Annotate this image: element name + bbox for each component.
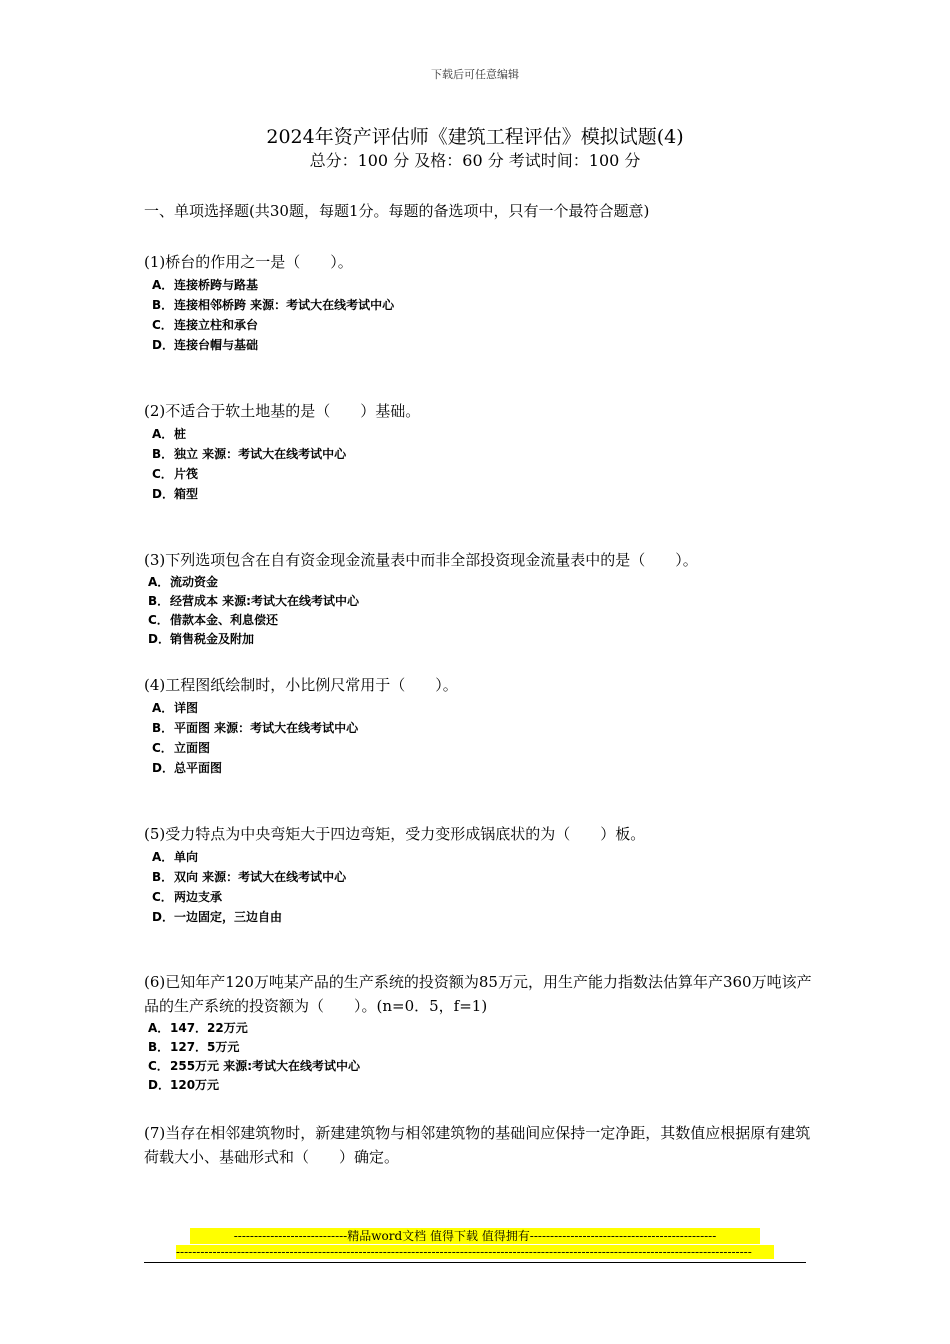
option-letter: A． [152,701,174,715]
question-stem: (3)下列选项包含在自有资金现金流量表中而非全部投资现金流量表中的是（ ）。 [144,551,698,569]
option-letter: A． [148,575,170,589]
option-letter: C． [148,613,169,627]
option-c [144,315,812,335]
section-heading: 一、单项选择题(共30题，每题1分。每题的备选项中，只有一个最符合题意) [144,202,650,220]
option-text: 桩 [174,427,187,441]
option-text: 一边固定，三边自由 [174,910,283,924]
option-c [144,464,812,484]
option-text: 总平面图 [174,761,223,775]
option-letter: D． [152,761,174,775]
option-d [144,907,812,927]
option-letter: B． [148,594,170,608]
option-c [144,738,812,758]
option-text: 连接桥跨与路基 [174,278,259,292]
option-b [144,718,812,738]
option-d [144,335,812,355]
option-a [144,424,812,444]
option-text: 147．22万元 [170,1021,248,1035]
option-d [144,630,812,649]
option-a [144,847,812,867]
question-5 [144,822,812,927]
option-text: 经营成本 来源:考试大在线考试中心 [170,594,359,608]
option-b [144,295,812,315]
option-list [144,847,812,927]
option-list [144,1019,812,1095]
option-c [144,1057,812,1076]
option-a [144,1019,812,1038]
question-7 [144,1121,812,1169]
option-letter: A． [152,278,174,292]
exam-meta: 总分：100 分 及格：60 分 考试时间：100 分 [309,151,641,170]
document-title: 2024年资产评估师《建筑工程评估》模拟试题(4) [266,126,684,148]
option-letter: B． [152,721,174,735]
option-text: 连接立柱和承台 [174,318,259,332]
option-letter: C． [148,1059,169,1073]
option-text: 连接相邻桥跨 来源：考试大在线考试中心 [174,298,395,312]
option-d [144,1076,812,1095]
option-letter: D． [152,487,174,501]
option-letter: C． [152,741,173,755]
question-1 [144,250,812,355]
option-letter: A． [152,850,174,864]
question-stem: (7)当存在相邻建筑物时，新建建筑物与相邻建筑物的基础间应保持一定净距，其数值应根据原有建筑荷载大小、基础形式和（ ）确定。 [144,1124,811,1166]
option-b [144,592,812,611]
option-text: 流动资金 [170,575,219,589]
option-text: 120万元 [170,1078,220,1092]
question-2 [144,399,812,504]
option-b [144,867,812,887]
option-letter: B． [148,1040,170,1054]
option-text: 单向 [174,850,199,864]
option-text: 双向 来源：考试大在线考试中心 [174,870,347,884]
question-stem: (5)受力特点为中央弯矩大于四边弯矩，受力变形成锅底状的为（ ）板。 [144,825,646,843]
option-text: 销售税金及附加 [170,632,255,646]
option-letter: B． [152,447,174,461]
option-a [144,275,812,295]
option-list [144,573,812,649]
footer-banner-dashes: ---------------------------------------------------------------------------------------------------------------------------------------------- [176,1245,774,1259]
option-text: 片筏 [174,467,199,481]
option-letter: B． [152,298,174,312]
option-text: 独立 来源：考试大在线考试中心 [174,447,347,461]
question-stem: (6)已知年产120万吨某产品的生产系统的投资额为85万元，用生产能力指数法估算年产360万吨该产品的生产系统的投资额为（ ）。(n=0．5，f=1) [144,973,812,1015]
question-3 [144,548,812,649]
option-letter: A． [148,1021,170,1035]
option-list [144,275,812,355]
question-stem: (1)桥台的作用之一是（ ）。 [144,253,353,271]
option-text: 两边支承 [174,890,223,904]
option-text: 连接台帽与基础 [174,338,259,352]
option-text: 平面图 来源：考试大在线考试中心 [174,721,359,735]
option-text: 127．5万元 [170,1040,240,1054]
option-letter: D． [152,338,174,352]
option-letter: C． [152,467,173,481]
option-c [144,887,812,907]
option-letter: D． [152,910,174,924]
option-b [144,444,812,464]
question-stem: (4)工程图纸绘制时，小比例尺常用于（ ）。 [144,676,458,694]
option-letter: D． [148,632,170,646]
question-4 [144,673,812,778]
footer-divider [144,1262,806,1263]
option-letter: D． [148,1078,170,1092]
option-letter: C． [152,890,173,904]
question-stem: (2)不适合于软土地基的是（ ）基础。 [144,402,421,420]
question-6 [144,970,812,1095]
option-c [144,611,812,630]
option-b [144,1038,812,1057]
option-list [144,424,812,504]
option-letter: A． [152,427,174,441]
option-a [144,698,812,718]
option-text: 立面图 [174,741,211,755]
option-list [144,698,812,778]
option-d [144,758,812,778]
option-d [144,484,812,504]
option-text: 255万元 来源:考试大在线考试中心 [170,1059,361,1073]
option-text: 借款本金、利息偿还 [170,613,279,627]
option-letter: C． [152,318,173,332]
option-a [144,573,812,592]
option-letter: B． [152,870,174,884]
option-text: 详图 [174,701,199,715]
page-header-note: 下载后可任意编辑 [431,68,519,81]
footer-banner: ----------------------------精品word文档 值得下载 值得拥有---------------------------------------------- [190,1228,760,1244]
option-text: 箱型 [174,487,199,501]
